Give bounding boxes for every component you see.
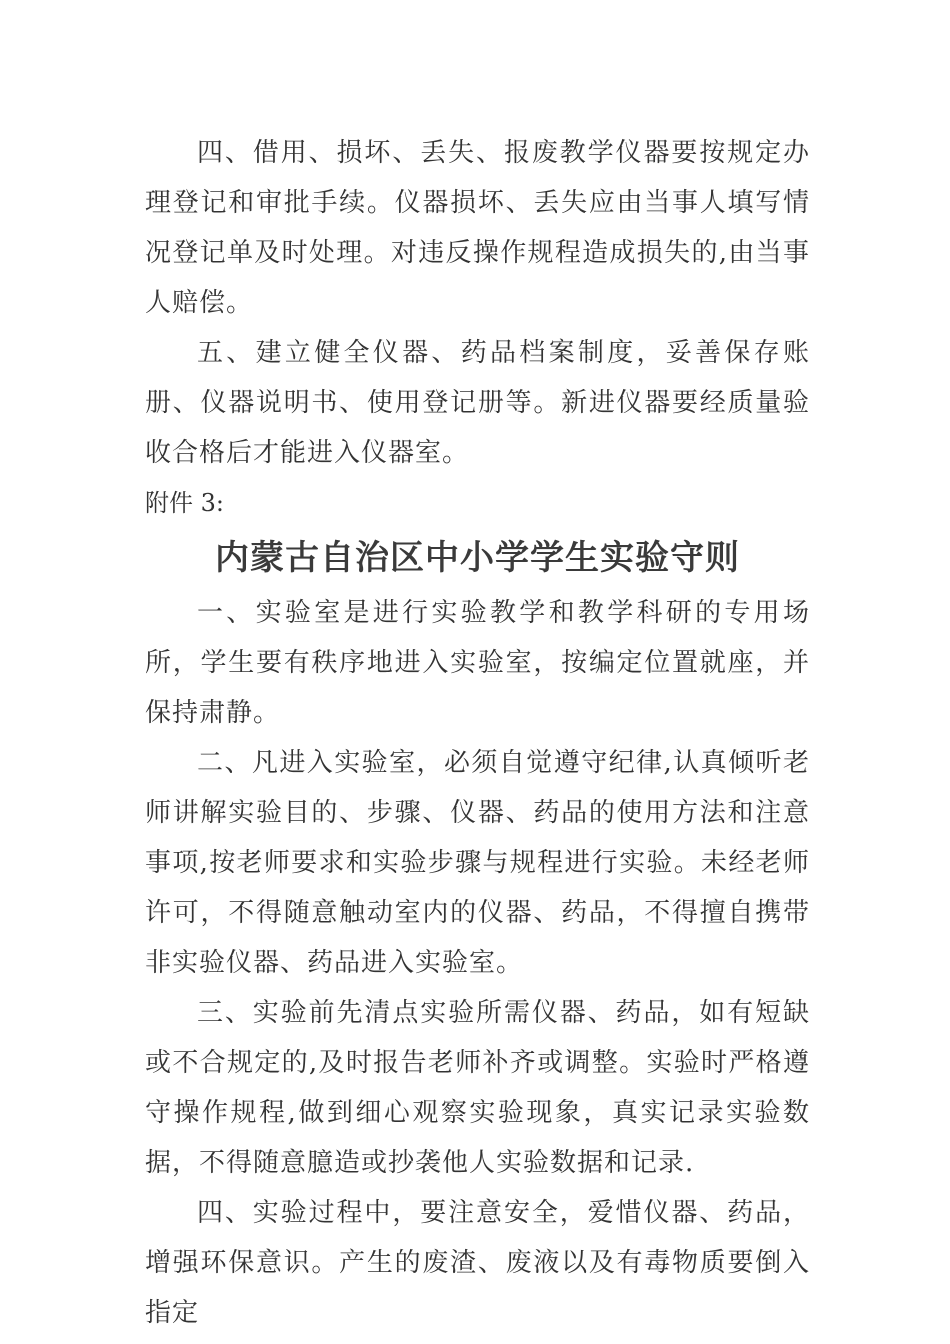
document-title: 内蒙古自治区中小学学生实验守则 <box>215 538 740 578</box>
document-body <box>145 128 810 1338</box>
paragraph-instrument-archives: 五、建立健全仪器、药品档案制度，妥善保存账册、仪器说明书、使用登记册等。新进仪器要经质量验收合格后才能进入仪器室。 <box>145 338 810 468</box>
attachment-label: 附件 3: <box>145 489 224 517</box>
rule-paragraph-4: 四、实验过程中，要注意安全，爱惜仪器、药品，增强环保意识。产生的废渣、废液以及有毒物质要倒入指定 <box>145 1198 810 1328</box>
rule-paragraph-3: 三、实验前先清点实验所需仪器、药品，如有短缺或不合规定的,及时报告老师补齐或调整。实验时严格遵守操作规程,做到细心观察实验现象，真实记录实验数据，不得随意臆造或抄袭他人实验数据和记录. <box>145 998 810 1178</box>
rule-paragraph-2: 二、凡进入实验室，必须自觉遵守纪律,认真倾听老师讲解实验目的、步骤、仪器、药品的使用方法和注意事项,按老师要求和实验步骤与规程进行实验。未经老师许可，不得随意触动室内的仪器、药品，不得擅自携带非实验仪器、药品进入实验室。 <box>145 748 810 978</box>
rule-paragraph-1: 一、实验室是进行实验教学和教学科研的专用场所，学生要有秩序地进入实验室，按编定位置就座，并保持肃静。 <box>145 598 810 728</box>
paragraph-instrument-borrowing: 四、借用、损坏、丢失、报废教学仪器要按规定办理登记和审批手续。仪器损坏、丢失应由当事人填写情况登记单及时处理。对违反操作规程造成损失的,由当事人赔偿。 <box>145 138 810 318</box>
